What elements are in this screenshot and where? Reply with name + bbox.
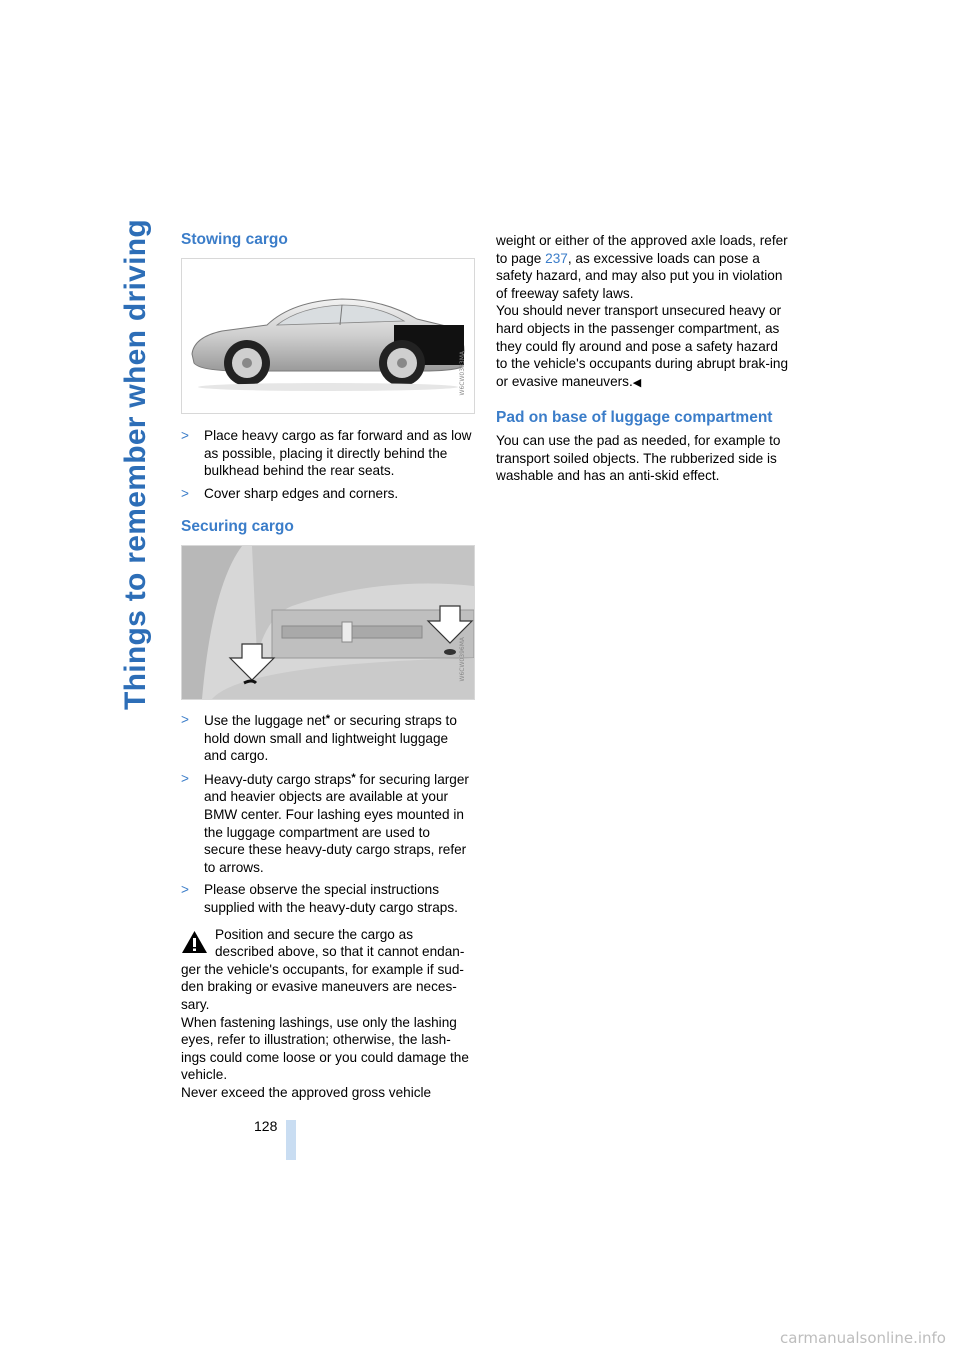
bullet-marker: >: [181, 712, 189, 727]
continued-text: weight or either of the approved axle loads, refer to page 237, as excessive loads can pose a safety hazard, and may also put you in violation of freeway safety laws.: [496, 233, 788, 301]
securing-list-container: [181, 711, 473, 1101]
heading-securing-cargo: Securing cargo: [181, 518, 294, 535]
option-star: *: [325, 713, 330, 725]
chapter-title: Things to remember when driving: [119, 218, 152, 710]
bullet-marker: >: [181, 485, 189, 501]
page-number: 128: [254, 1118, 278, 1134]
warning-triangle-icon: [181, 930, 208, 954]
page-bar: [286, 1120, 296, 1160]
warning-block: [181, 926, 473, 1102]
pad-text-container: [496, 432, 788, 485]
warning-text-3: Never exceed the approved gross vehicle: [181, 1084, 432, 1100]
warning-text: ger the vehicle's occupants, for example if sud-den braking or evasive maneuvers are neces-sary.: [181, 961, 464, 1012]
car-side-illustration: [182, 259, 474, 413]
luggage-compartment-illustration: [182, 546, 474, 699]
bullet-marker: >: [181, 882, 189, 898]
figure-code: W6CW0383MA: [459, 350, 467, 395]
stowing-list-container: [181, 427, 473, 507]
unsecured-objects-text: You should never transport unsecured heavy or hard objects in the passenger compartment, as they could fly around and pose a safety hazard to the vehicle's occupants during abrupt brak-ing or evasive maneuvers.◀: [496, 303, 789, 389]
warning-text-2: When fastening lashings, use only the lashing eyes, refer to illustration; otherwise, the lash-ings could come loose or you could damage the vehicle.: [181, 1014, 469, 1083]
bullet-marker: >: [181, 770, 189, 786]
figure-car-cargo: [181, 258, 475, 414]
watermark: carmanualsonline.info: [780, 1329, 946, 1348]
option-star: *: [351, 771, 356, 784]
heading-stowing-cargo: Stowing cargo: [181, 231, 288, 248]
bullet-marker: >: [181, 428, 189, 443]
list-item: > Heavy-duty cargo straps* for securing larger and heavier objects are available at your BMW center. Four lashing eyes mounted in the luggage compartment are used to secure these heavy-duty cargo straps, refer to arrows.: [181, 770, 469, 875]
right-column: [496, 232, 788, 392]
list-item: > Cover sharp edges and corners.: [181, 485, 399, 501]
heading-pad: Pad on base of luggage compartment: [496, 409, 773, 426]
warning-lead: Position and secure the cargo as described above, so that it cannot endan-: [215, 926, 465, 960]
list-item: > Use the luggage net* or securing straps to hold down small and lightweight luggage and cargo.: [181, 712, 457, 764]
end-mark-icon: ◀: [632, 376, 642, 389]
figure-code: W6CW0396MA: [459, 636, 467, 681]
list-item: > Please observe the special instructions supplied with the heavy-duty cargo straps.: [181, 882, 458, 915]
page-link[interactable]: 237: [545, 250, 568, 266]
list-item: > Place heavy cargo as far forward and as low as possible, placing it directly behind the bulkhead behind the rear seats.: [181, 428, 472, 479]
figure-luggage-compartment: [181, 545, 475, 700]
pad-text: You can use the pad as needed, for example to transport soiled objects. The rubberized side is washable and has an anti-skid effect.: [496, 433, 781, 484]
